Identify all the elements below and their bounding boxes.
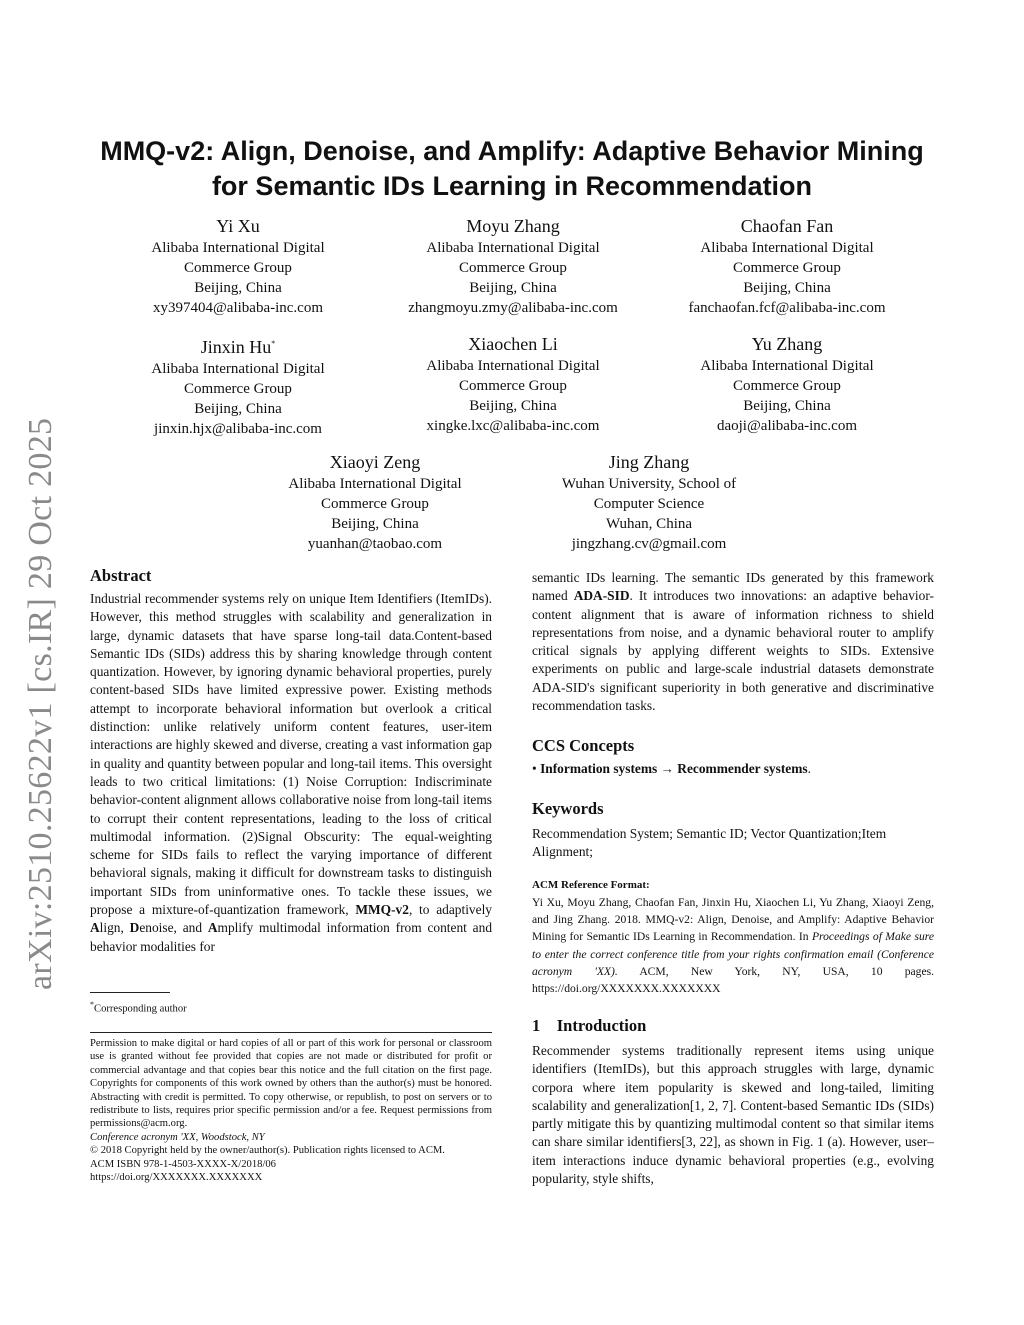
acm-ref-heading: ACM Reference Format: (532, 879, 650, 891)
author-affiliation: Commerce Group (321, 496, 429, 512)
author-email[interactable]: yuanhan@taobao.com (307, 536, 443, 552)
keywords-text: Recommendation System; Semantic ID; Vector Quantization;Item Alignment; (532, 826, 887, 860)
author-name: Yu Zhang (751, 334, 823, 354)
corresponding-mark: * (271, 339, 276, 348)
author-email[interactable]: fanchaofan.fcf@alibaba-inc.com (688, 300, 886, 316)
author-email[interactable]: xingke.lxc@alibaba-inc.com (426, 418, 600, 434)
author-affiliation: Commerce Group (184, 381, 292, 397)
author-block (652, 332, 922, 436)
author-affiliation: Computer Science (593, 496, 705, 512)
permission-text: Permission to make digital or hard copies of all or part of this work for personal or classroom use is granted without fee provided that copies are not made or distributed for profit or commercial advantage and that copies bear this notice and the full citation on the first page. Copyrights for components of this work owned by others than the author(s) must be honored. Abstracting with credit is permitted. To copy otherwise, or republish, to post on servers or to redistribute to lists, requires prior specific permission and/or a fee. Request permissions from permissions@acm.org. (90, 1038, 492, 1130)
author-name: Xiaochen Li (468, 334, 558, 354)
author-location: Beijing, China (743, 398, 831, 414)
permission-block (90, 1037, 492, 1184)
author-location: Beijing, China (194, 280, 282, 296)
author-affiliation: Alibaba International Digital (426, 240, 600, 256)
author-location: Beijing, China (469, 280, 557, 296)
acm-ref-text: Yi Xu, Moyu Zhang, Chaofan Fan, Jinxin Hu, Xiaochen Li, Yu Zhang, Xiaoyi Zeng, and Jing Zhang. 2018. MMQ-v2: Align, Denoise, and Amplify: Adaptive Behavior Mining for Semantic IDs Learning in Recommendation. In Proceedings of Make sure to enter the correct conference title from your rights confirmation email (Conference acronym 'XX). ACM, New York, NY, USA, 10 pages. https://doi.org/XXXXXXX.XXXXXXX (532, 896, 934, 996)
author-block (652, 214, 922, 318)
author-affiliation: Commerce Group (184, 260, 292, 276)
author-email[interactable]: daoji@alibaba-inc.com (716, 418, 857, 434)
author-location: Wuhan, China (605, 516, 693, 532)
abstract-text: Industrial recommender systems rely on unique Item Identifiers (ItemIDs). However, this method struggles with scalability and generalization in large, dynamic datasets that have sparse long-tail data.Content-based Semantic IDs (SIDs) address this by sharing knowledge through content quantization. However, by ignoring dynamic behavioral properties, purely content-based SIDs have limited expressive power. Existing methods attempt to incorporate behavioral information but overlook a critical distinction: unlike relatively uniform content features, user-item interactions are highly skewed and diverse, creating a vast information gap in quality and quantity between popular and long-tail items. This oversight leads to two critical limitations: (1) Noise Corruption: Indiscriminate behavior-content alignment allows collaborative noise from long-tail items to corrupt their content representations, leading to the loss of critical multimodal information. (2)Signal Obscurity: The equal-weighting scheme for SIDs fails to reflect the varying importance of different behavioral signals, making it difficult for downstream tasks to distinguish important SIDs from uninformative ones. To tackle these issues, we propose a mixture-of-quantization framework, MMQ-v2, to adaptively Align, Denoise, and Amplify multimodal information from content and behavior modalities for (90, 591, 493, 954)
copyright-line: © 2018 Copyright held by the owner/author(s). Publication rights licensed to ACM. (90, 1145, 445, 1157)
author-location: Beijing, China (743, 280, 831, 296)
author-location: Beijing, China (194, 401, 282, 417)
author-name: Xiaoyi Zeng (329, 452, 421, 472)
footnote-divider (90, 992, 170, 993)
author-affiliation: Alibaba International Digital (288, 476, 462, 492)
author-email[interactable]: jinxin.hjx@alibaba-inc.com (154, 421, 322, 437)
author-name: Yi Xu (216, 216, 260, 236)
author-email[interactable]: jingzhang.cv@gmail.com (571, 536, 727, 552)
ccs-heading: CCS Concepts (532, 736, 635, 755)
conference-info: Conference acronym 'XX, Woodstock, NY (90, 1131, 265, 1143)
paper-title (60, 134, 964, 204)
ccs-concept-item: • Information systems → Recommender systems. (532, 761, 811, 776)
author-affiliation: Alibaba International Digital (151, 240, 325, 256)
author-block (103, 214, 373, 318)
permission-divider (90, 1032, 492, 1033)
author-name: Moyu Zhang (466, 216, 560, 236)
author-affiliation: Wuhan University, School of (561, 476, 737, 492)
author-affiliation: Commerce Group (733, 378, 841, 394)
abstract-continued: semantic IDs learning. The semantic IDs generated by this framework named ADA-SID. It introduces two innovations: an adaptive behavior-content alignment that is aware of information richness to shield representations from noise, and a dynamic behavioral router to amplify critical signals by applying different weights to SIDs. Extensive experiments on public and large-scale industrial datasets demonstrate ADA-SID's significant superiority in both generative and discriminative recommendation tasks. (532, 570, 934, 714)
author-name: Jinxin Hu* (200, 337, 276, 357)
author-block (378, 214, 648, 318)
arxiv-identifier: arXiv:2510.25622v1 [cs.IR] 29 Oct 2025 (22, 417, 59, 990)
author-block (378, 332, 648, 436)
title-line-1: MMQ-v2: Align, Denoise, and Amplify: Adaptive Behavior Mining (100, 136, 924, 166)
doi-link[interactable]: https://doi.org/XXXXXXX.XXXXXXX (90, 1172, 263, 1184)
intro-heading: 1 Introduction (532, 1016, 647, 1035)
intro-text: Recommender systems traditionally represent items using unique identifiers (ItemIDs), but this approach struggles with large, dynamic corpora where item popularity is skewed and long-tailed, limiting scalability and generalization[1, 2, 7]. Content-based Semantic IDs (SIDs) partly mitigate this by quantizing multimodal content so that similar items can share similar identifiers[3, 22], as shown in Fig. 1 (a). However, user–item interactions induce dynamic behavioral properties (e.g., evolving popularity, style shifts, (532, 1043, 934, 1187)
author-email[interactable]: xy397404@alibaba-inc.com (152, 300, 324, 316)
title-line-2: for Semantic IDs Learning in Recommendation (211, 171, 813, 201)
footnote: *Corresponding author (90, 1000, 187, 1015)
author-location: Beijing, China (331, 516, 419, 532)
author-affiliation: Commerce Group (459, 378, 567, 394)
author-affiliation: Alibaba International Digital (426, 358, 600, 374)
author-email[interactable]: zhangmoyu.zmy@alibaba-inc.com (408, 300, 618, 316)
author-name: Chaofan Fan (740, 216, 834, 236)
author-name: Jing Zhang (608, 452, 690, 472)
author-affiliation: Commerce Group (733, 260, 841, 276)
abstract-heading: Abstract (90, 566, 152, 585)
author-location: Beijing, China (469, 398, 557, 414)
author-block (514, 450, 784, 554)
isbn-line: ACM ISBN 978-1-4503-XXXX-X/2018/06 (90, 1158, 276, 1170)
author-affiliation: Commerce Group (459, 260, 567, 276)
author-block (240, 450, 510, 554)
keywords-heading: Keywords (532, 799, 604, 818)
author-affiliation: Alibaba International Digital (700, 240, 874, 256)
author-affiliation: Alibaba International Digital (700, 358, 874, 374)
author-affiliation: Alibaba International Digital (151, 361, 325, 377)
author-block (103, 332, 373, 439)
